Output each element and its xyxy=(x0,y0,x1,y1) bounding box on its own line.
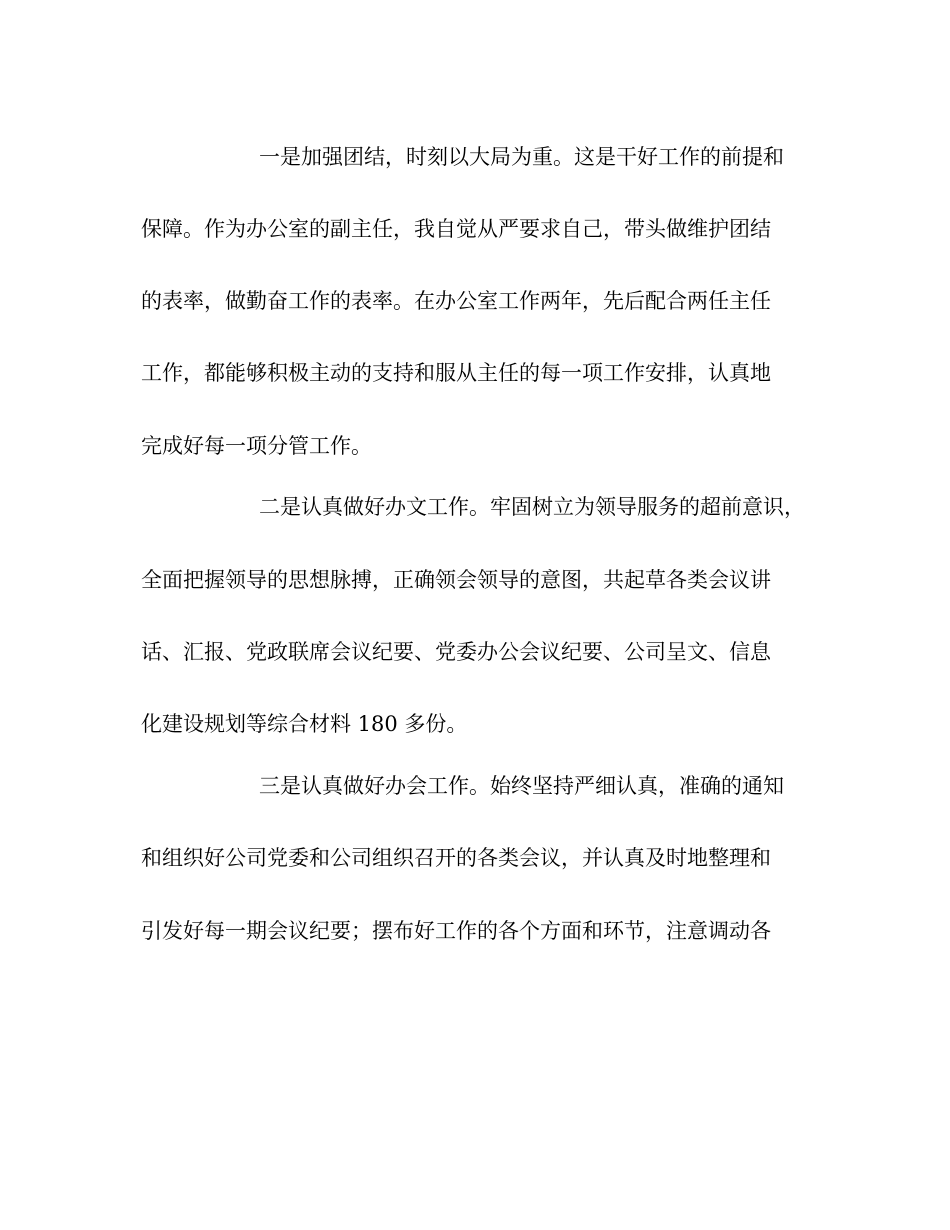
paragraph-3-line-3: 引发好每一期会议纪要；摆布好工作的各个方面和环节，注意调动各 xyxy=(141,919,771,943)
paragraph-1-line-5: 完成好每一项分管工作。 xyxy=(141,434,372,458)
paragraph-2-line-2: 全面把握领导的思想脉搏，正确领会领导的意图，共起草各类会议讲 xyxy=(141,568,771,592)
paragraph-3-line-1: 三是认真做好办会工作。始终坚持严细认真，准确的通知 xyxy=(259,774,784,798)
paragraph-1-line-1: 一是加强团结，时刻以大局为重。这是干好工作的前提和 xyxy=(259,145,784,169)
paragraph-1-line-2: 保障。作为办公室的副主任，我自觉从严要求自己，带头做维护团结 xyxy=(141,217,771,241)
paragraph-1-line-4: 工作，都能够积极主动的支持和服从主任的每一项工作安排，认真地 xyxy=(141,361,771,385)
paragraph-2-line-3: 话、汇报、党政联席会议纪要、党委办公会议纪要、公司呈文、信息 xyxy=(141,640,771,664)
paragraph-2-line-4: 化建设规划等综合材料 180 多份。 xyxy=(141,712,468,736)
paragraph-2-line-1: 二是认真做好办文工作。牢固树立为领导服务的超前意识， xyxy=(259,495,805,519)
paragraph-3-line-2: 和组织好公司党委和公司组织召开的各类会议，并认真及时地整理和 xyxy=(141,846,771,870)
paragraph-1-line-3: 的表率，做勤奋工作的表率。在办公室工作两年，先后配合两任主任 xyxy=(141,289,771,313)
